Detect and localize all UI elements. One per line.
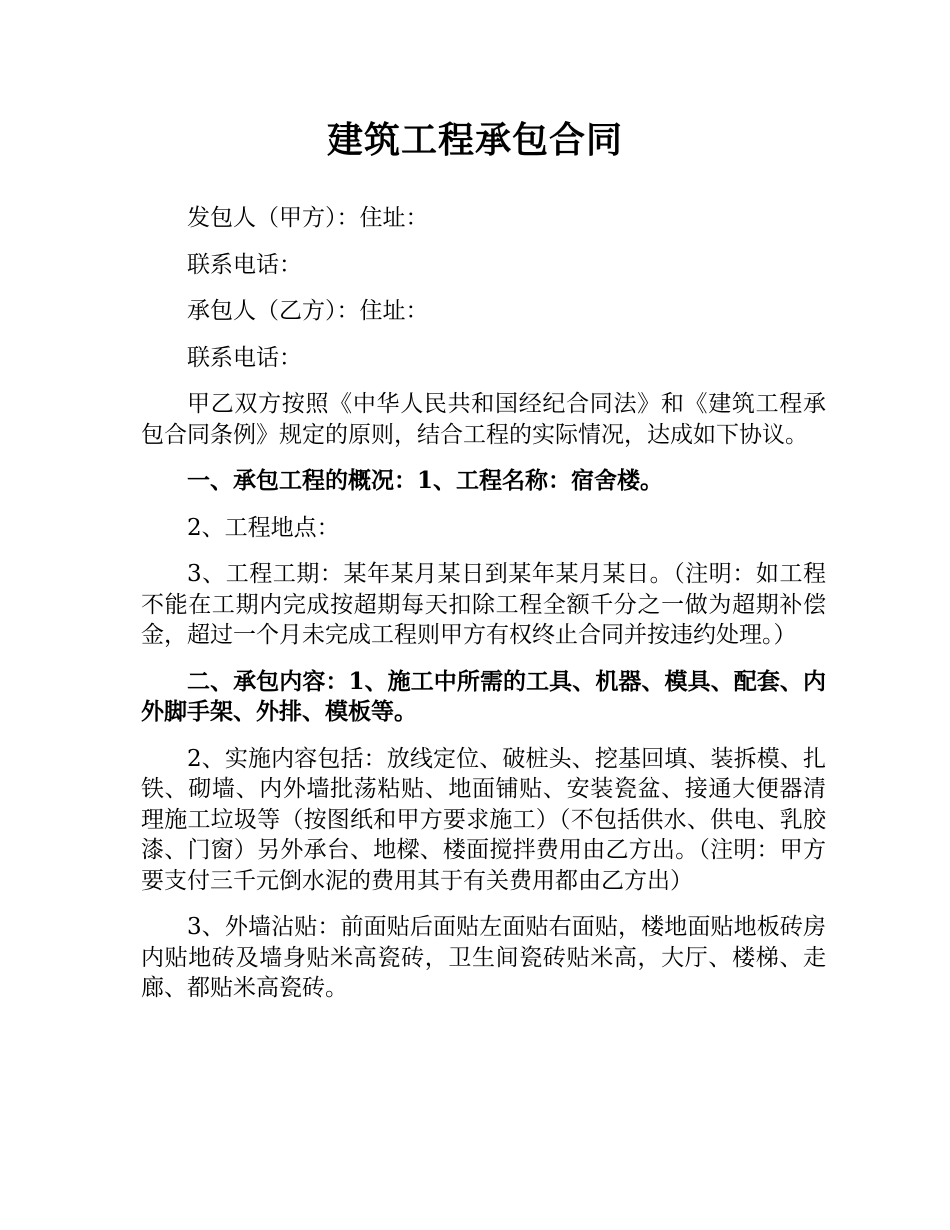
party-a-phone: 联系电话： (187, 251, 302, 278)
agreement-preamble: 甲乙双方按照《中华人民共和国经纪合同法》和《建筑工程承包合同条例》规定的原则，结合工程的实际情况，达成如下协议。 (141, 391, 826, 448)
party-a-address: 发包人（甲方）：住址： (187, 205, 429, 231)
project-location: 2、工程地点： (187, 514, 340, 541)
section-1-heading: 一、承包工程的概况：1、工程名称：宿舍楼。 (187, 467, 664, 494)
document-body (141, 203, 826, 1020)
party-b-phone: 联系电话： (187, 344, 302, 371)
exterior-wall-tiling: 3、外墙沾贴：前面贴后面贴左面贴右面贴，楼地面贴地板砖房内贴地砖及墙身贴米高瓷砖，卫生间瓷砖贴米高，大厅、楼梯、走廊、都贴米高瓷砖。 (141, 914, 826, 1001)
document-title: 建筑工程承包合同 (326, 120, 623, 161)
implementation-content: 2、实施内容包括：放线定位、破桩头、挖基回填、装拆模、扎铁、砌墙、内外墙批荡粘贴、地面铺贴、安装瓷盆、接通大便器清理施工垃圾等（按图纸和甲方要求施工）（不包括供水、供电、乳胶漆、门窗）另外承台、地樑、楼面搅拌费用由乙方出。（注明：甲方要支付三千元倒水泥的费用其于有关费用都由乙方出） (141, 745, 826, 894)
section-2-heading: 二、承包内容：1、施工中所需的工具、机器、模具、配套、内外脚手架、外排、模板等。 (141, 667, 826, 725)
party-b-address: 承包人（乙方）：住址： (187, 298, 429, 324)
project-duration: 3、工程工期：某年某月某日到某年某月某日。（注明：如工程不能在工期内完成按超期每天扣除工程全额千分之一做为超期补偿金，超过一个月未完成工程则甲方有权终止合同并按违约处理。） (141, 561, 826, 648)
